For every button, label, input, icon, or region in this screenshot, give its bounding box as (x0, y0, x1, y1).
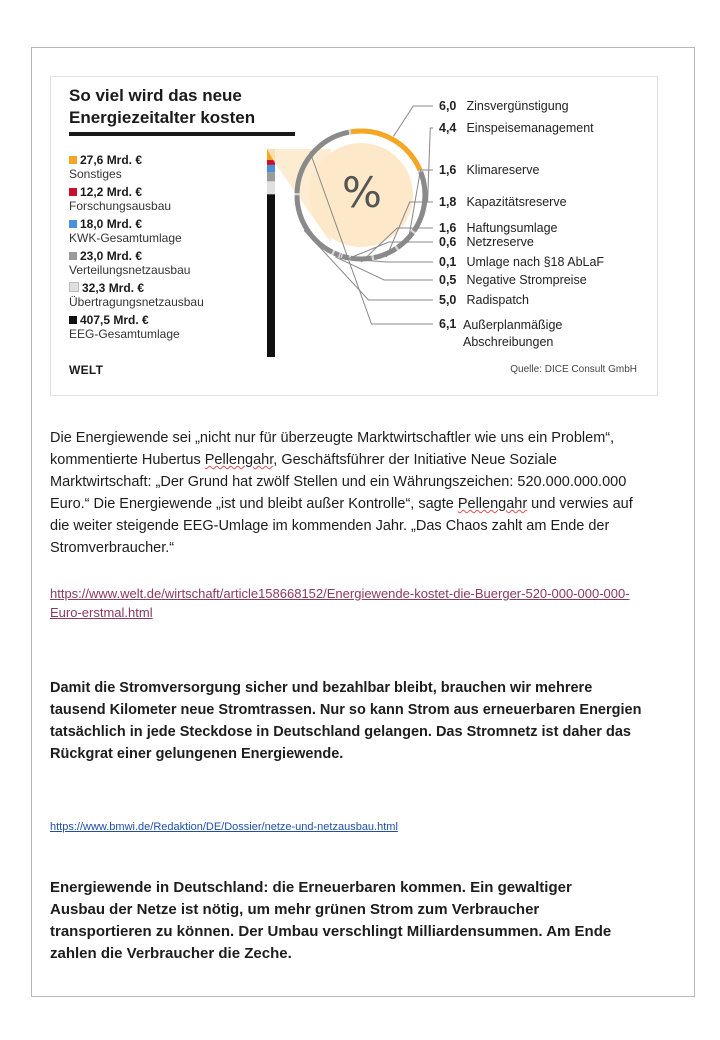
infographic-title (69, 85, 255, 129)
legend-label: Übertragungsnetzausbau (69, 295, 204, 309)
title-line-2: Energiezeitalter kosten (69, 108, 256, 127)
legend-value: 23,0 Mrd. € (69, 249, 269, 263)
breakdown-arc (334, 253, 339, 255)
legend-swatch (69, 282, 79, 292)
breakdown-value: 1,6 (439, 221, 457, 235)
legend-swatch (69, 156, 77, 164)
breakdown-name: Haftungsumlage (463, 221, 558, 235)
paragraph-quote: Die Energiewende sei „nicht nur für überzeugte Marktwirtschaftler wie uns ein Problem“, kommentierte Hubertus Pellengahr, Geschäftsführer der Initiative Neue Soziale Marktwirtschaft: „Der Grund hat zwölf Stellen und ein Währungszeichen: 520.000.000.000 Euro.“ Die Energiewende „ist und bleibt außer Kontrolle“, sagte Pellengahr und verwies auf die weiter steigende EEG-Umlage im kommenden Jahr. „Das Chaos zahlt am Ende der Stromverbraucher.“ (50, 430, 633, 556)
breakdown-value: 4,4 (439, 121, 457, 135)
name-spellcheck: Pellengahr (457, 496, 528, 512)
legend-swatch (69, 220, 77, 228)
breakdown-name: Radispatch (463, 293, 530, 307)
breakdown-name: Negative Strompreise (463, 273, 587, 287)
breakdown-arc (374, 249, 396, 258)
breakdown-label (439, 163, 539, 177)
paragraph-stromtrassen: Damit die Stromversorgung sicher und bezahlbar bleibt, brauchen wir mehrere tausend Kilometer neue Stromtrassen. Nur so kann Strom aus erneuerbaren Energien tatsächlich in jede Steckdose in Deutschland gelangen. Das Stromnetz ist daher das Rückgrat einer gelungenen Energiewende. (50, 680, 642, 762)
breakdown-name: Einspeisemanagement (463, 121, 594, 135)
breakdown-value: 0,1 (439, 255, 457, 269)
breakdown-name: Klimareserve (463, 163, 540, 177)
bmwi-dossier-link[interactable]: https://www.bmwi.de/Redaktion/DE/Dossier/netze-und-netzausbau.html (50, 821, 398, 833)
legend-item (69, 313, 269, 345)
legend-label: Forschungsausbau (69, 199, 172, 213)
breakdown-value: 6,1 (439, 317, 457, 331)
title-underline (69, 132, 295, 136)
breakdown-name: Kapazitätsreserve (463, 195, 567, 209)
breakdown-arc (351, 258, 372, 259)
legend-label: KWK-Gesamtumlage (69, 231, 182, 245)
legend-item (69, 185, 269, 217)
breakdown-name: Netzreserve (463, 235, 534, 249)
legend-value: 32,3 Mrd. € (69, 281, 269, 295)
leader-line (428, 128, 433, 203)
breakdown-label (439, 293, 529, 307)
breakdown-label (439, 273, 587, 287)
legend-swatch (69, 316, 77, 324)
legend-item (69, 217, 269, 249)
welt-logo: WELT (69, 363, 104, 377)
percent-icon: % (342, 168, 382, 217)
legend-value: 27,6 Mrd. € (69, 153, 269, 167)
breakdown-value: 0,5 (439, 273, 457, 287)
legend-item (69, 249, 269, 281)
cost-infographic (50, 76, 658, 396)
breakdown-arc (414, 172, 425, 231)
breakdown-value: 6,0 (439, 99, 457, 113)
breakdown-value: 1,8 (439, 195, 457, 209)
breakdown-value: 5,0 (439, 293, 457, 307)
breakdown-label (439, 99, 569, 113)
legend (69, 153, 269, 345)
breakdown-value: 0,6 (439, 235, 457, 249)
legend-value: 12,2 Mrd. € (69, 185, 269, 199)
legend-label: EEG-Gesamtumlage (69, 327, 180, 341)
legend-swatch (69, 252, 77, 260)
legend-item (69, 281, 269, 313)
source-note: Quelle: DICE Consult GmbH (510, 364, 637, 375)
leader-line (393, 106, 433, 136)
breakdown-label (439, 195, 567, 209)
legend-swatch (69, 188, 77, 196)
breakdown-label (439, 255, 604, 269)
breakdown-name: Zinsvergünstigung (463, 99, 569, 113)
welt-article-link[interactable]: https://www.welt.de/wirtschaft/article158668152/Energiewende-kostet-die-Buerger-520-000-000-000-Euro-erstmal.html (50, 586, 630, 620)
legend-label: Sonstiges (69, 167, 122, 181)
breakdown-label (439, 121, 594, 135)
breakdown-name: Umlage nach §18 AbLaF (463, 255, 605, 269)
breakdown-label (439, 221, 558, 235)
breakdown-value: 1,6 (439, 163, 457, 177)
breakdown-arc (398, 233, 413, 248)
title-line-1: So viel wird das neue (69, 86, 242, 105)
legend-item (69, 153, 269, 185)
legend-value: 18,0 Mrd. € (69, 217, 269, 231)
breakdown-label (439, 317, 623, 351)
breakdown-label (439, 235, 534, 249)
name-spellcheck: Pellengahr (204, 452, 274, 468)
breakdown-name: Außerplanmäßige Abschreibungen (463, 318, 563, 349)
paragraph-summary: Energiewende in Deutschland: die Erneuerbaren kommen. Ein gewaltiger Ausbau der Netze ist nötig, um mehr grünen Strom zum Verbraucher transportieren zu können. Der Umbau verschlingt Milliardensummen. Am Ende zahlen die Verbraucher die Zeche. (50, 879, 612, 962)
legend-label: Verteilungsnetzausbau (69, 263, 191, 277)
legend-value: 407,5 Mrd. € (69, 313, 269, 327)
